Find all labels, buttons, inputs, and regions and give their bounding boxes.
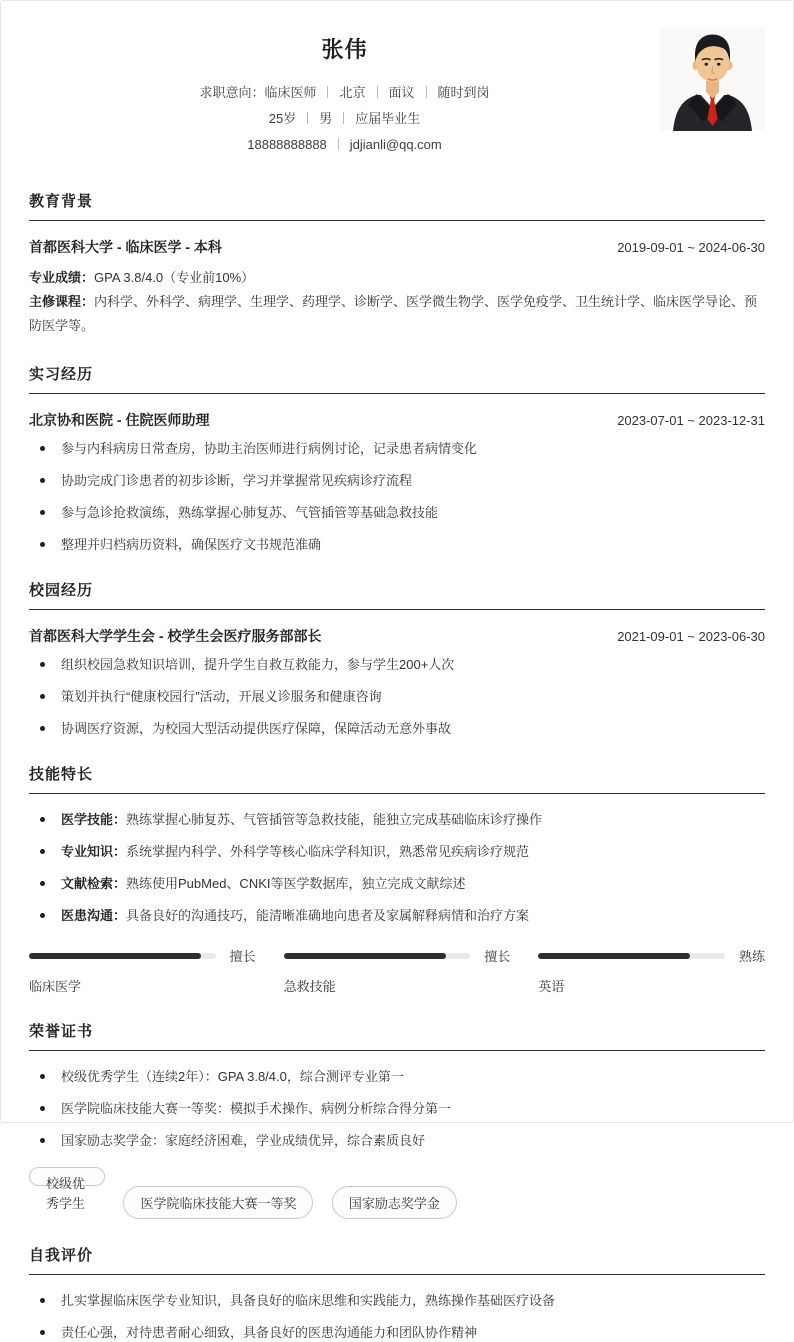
skill-bars [29,946,765,995]
divider [343,112,344,124]
campus-org-role: 首都医科大学学生会 - 校学生会医疗服务部部长 [29,628,322,644]
portrait-avatar-illustration [660,27,765,131]
skill-bar-firstaid [284,946,511,995]
section-internship [29,363,765,554]
bullet-item [29,906,765,925]
skill-level-label: 擅长 [484,949,511,964]
bullet-text: 策划并执行“健康校园行”活动，开展义诊服务和健康咨询 [61,689,382,704]
bullet-item [29,1067,765,1086]
skill-desc: 熟练掌握心肺复苏、气管插管等急救技能，能独立完成基础临床诊疗操作 [126,812,543,827]
bullet-text [61,810,542,829]
divider [307,112,308,124]
education-gpa-row [29,266,765,290]
bullet-item [29,655,765,674]
bullet-text: 参与急诊抢救演练，熟练掌握心肺复苏、气管插管等基础急救技能 [61,505,439,520]
profile-photo [660,27,765,131]
internship-bullet-list [29,439,765,554]
resume-header [29,27,765,158]
section-campus [29,579,765,738]
education-courses-row [29,290,765,338]
bullet-text: 组织校园急救知识培训，提升学生自救互救能力，参与学生200+人次 [61,657,455,672]
section-title: 荣誉证书 [29,1020,765,1051]
skill-bar-track [29,953,216,959]
bullet-item [29,1323,765,1342]
bullet-dot [40,913,45,918]
tag-pill: 国家励志奖学金 [332,1186,457,1219]
bullet-text: 协调医疗资源，为校园大型活动提供医疗保障，保障活动无意外事故 [61,721,452,736]
honor-tags [29,1167,765,1219]
skill-bar-fill [284,953,446,959]
skill-level-label: 擅长 [229,949,256,964]
age: 25岁 [268,111,297,126]
education-entry-head [29,237,765,257]
skill-bar-row [29,946,256,965]
bullet-text: 校级优秀学生（连续2年）：GPA 3.8/4.0，综合测评专业第一 [61,1069,404,1084]
bullet-item [29,535,765,554]
courses-value: 内科学、外科学、病理学、生理学、药理学、诊断学、医学微生物学、医学免疫学、卫生统计学、临床医学导论、预防医学等。 [29,294,758,333]
gpa-label: 专业成绩： [29,270,95,285]
bullet-dot [40,1330,45,1335]
section-title: 实习经历 [29,363,765,394]
skill-name: 急救技能 [283,979,336,994]
bullet-dot [40,849,45,854]
bullet-dot [40,478,45,483]
skill-desc: 熟练使用PubMed、CNKI等医学数据库，独立完成文献综述 [126,876,466,891]
job-intent-line [29,80,660,106]
skill-desc: 具备良好的沟通技巧，能清晰准确地向患者及家属解释病情和治疗方案 [126,908,530,923]
bullet-dot [40,1298,45,1303]
bullet-text [61,842,529,861]
section-title: 校园经历 [29,579,765,610]
candidate-name: 张伟 [321,37,368,62]
intent-position: 临床医师 [264,85,317,100]
internship-entry-head [29,410,765,430]
skill-name: 临床医学 [29,979,82,994]
skill-name: 英语 [538,979,565,994]
self-evaluation-bullet-list [29,1291,765,1342]
job-intent-label: 求职意向： [199,85,265,100]
bullet-item [29,1131,765,1150]
divider [377,86,378,98]
skill-bar-track [284,953,471,959]
graduate-status: 应届毕业生 [355,111,421,126]
bullet-item [29,719,765,738]
bullet-item [29,503,765,522]
bullet-item [29,810,765,829]
bullet-text: 国家励志奖学金：家庭经济困难，学业成绩优异，综合素质良好 [61,1133,426,1148]
skill-label: 文献检索： [61,876,127,891]
skill-bar-row [284,946,511,965]
bullet-text: 参与内科病房日常查房，协助主治医师进行病例讨论，记录患者病情变化 [61,441,478,456]
intent-city: 北京 [339,85,366,100]
divider [426,86,427,98]
skill-bar-track [538,953,725,959]
education-school-major: 首都医科大学 - 临床医学 - 本科 [29,239,222,255]
personal-info-line [29,106,660,132]
divider [327,86,328,98]
section-education [29,190,765,338]
bullet-item [29,687,765,706]
bullet-dot [40,1106,45,1111]
gender: 男 [319,111,333,126]
tag-pill: 医学院临床技能大赛一等奖 [123,1186,313,1219]
bullet-text [61,906,529,925]
skill-bar-english [538,946,765,995]
bullet-text: 责任心强，对待患者耐心细致，具备良好的医患沟通能力和团队协作精神 [61,1325,478,1340]
section-title: 自我评价 [29,1244,765,1275]
internship-date-range: 2023-07-01 ~ 2023-12-31 [617,413,765,428]
skill-bar-fill [538,953,689,959]
campus-bullet-list [29,655,765,738]
bullet-text: 医学院临床技能大赛一等奖：模拟手术操作、病例分析综合得分第一 [61,1101,452,1116]
bullet-item [29,1291,765,1310]
bullet-dot [40,542,45,547]
bullet-text: 整理并归档病历资料，确保医疗文书规范准确 [61,537,322,552]
internship-org-role: 北京协和医院 - 住院医师助理 [29,412,210,428]
skill-bar-row [538,946,765,965]
bullet-dot [40,881,45,886]
campus-entry-head [29,626,765,646]
gpa-value: GPA 3.8/4.0（专业前10%） [94,270,255,285]
skill-label: 医学技能： [61,812,127,827]
divider [338,138,339,150]
email-address: jdjianli@qq.com [349,137,442,152]
bullet-dot [40,817,45,822]
honors-bullet-list [29,1067,765,1150]
skill-label: 医患沟通： [61,908,127,923]
education-date-range: 2019-09-01 ~ 2024-06-30 [617,240,765,255]
bullet-item [29,439,765,458]
skill-bar-clinical [29,946,256,995]
courses-label: 主修课程： [29,294,95,309]
section-self-evaluation [29,1244,765,1342]
bullet-dot [40,1138,45,1143]
bullet-dot [40,694,45,699]
skill-level-label: 熟练 [739,949,766,964]
contact-info-line [29,132,660,158]
bullet-dot [40,662,45,667]
skill-desc: 系统掌握内科学、外科学等核心临床学科知识，熟悉常见疾病诊疗规范 [126,844,530,859]
intent-availability: 随时到岗 [437,85,490,100]
intent-salary: 面议 [388,85,415,100]
bullet-dot [40,1074,45,1079]
bullet-item [29,874,765,893]
bullet-item [29,471,765,490]
header-text-block [29,27,660,158]
bullet-dot [40,446,45,451]
bullet-dot [40,726,45,731]
section-honors [29,1020,765,1219]
campus-date-range: 2021-09-01 ~ 2023-06-30 [617,629,765,644]
section-skills [29,763,765,995]
bullet-item [29,1099,765,1118]
tag-pill: 校级优秀学生 [29,1167,105,1186]
bullet-item [29,842,765,861]
skill-label: 专业知识： [61,844,127,859]
skill-bar-fill [29,953,201,959]
section-title: 教育背景 [29,190,765,221]
bullet-dot [40,510,45,515]
bullet-text [61,874,466,893]
bullet-text: 协助完成门诊患者的初步诊断，学习并掌握常见疾病诊疗流程 [61,473,413,488]
section-title: 技能特长 [29,763,765,794]
phone-number: 18888888888 [247,137,327,152]
skills-bullet-list [29,810,765,925]
bullet-text: 扎实掌握临床医学专业知识，具备良好的临床思维和实践能力，熟练操作基础医疗设备 [61,1293,556,1308]
